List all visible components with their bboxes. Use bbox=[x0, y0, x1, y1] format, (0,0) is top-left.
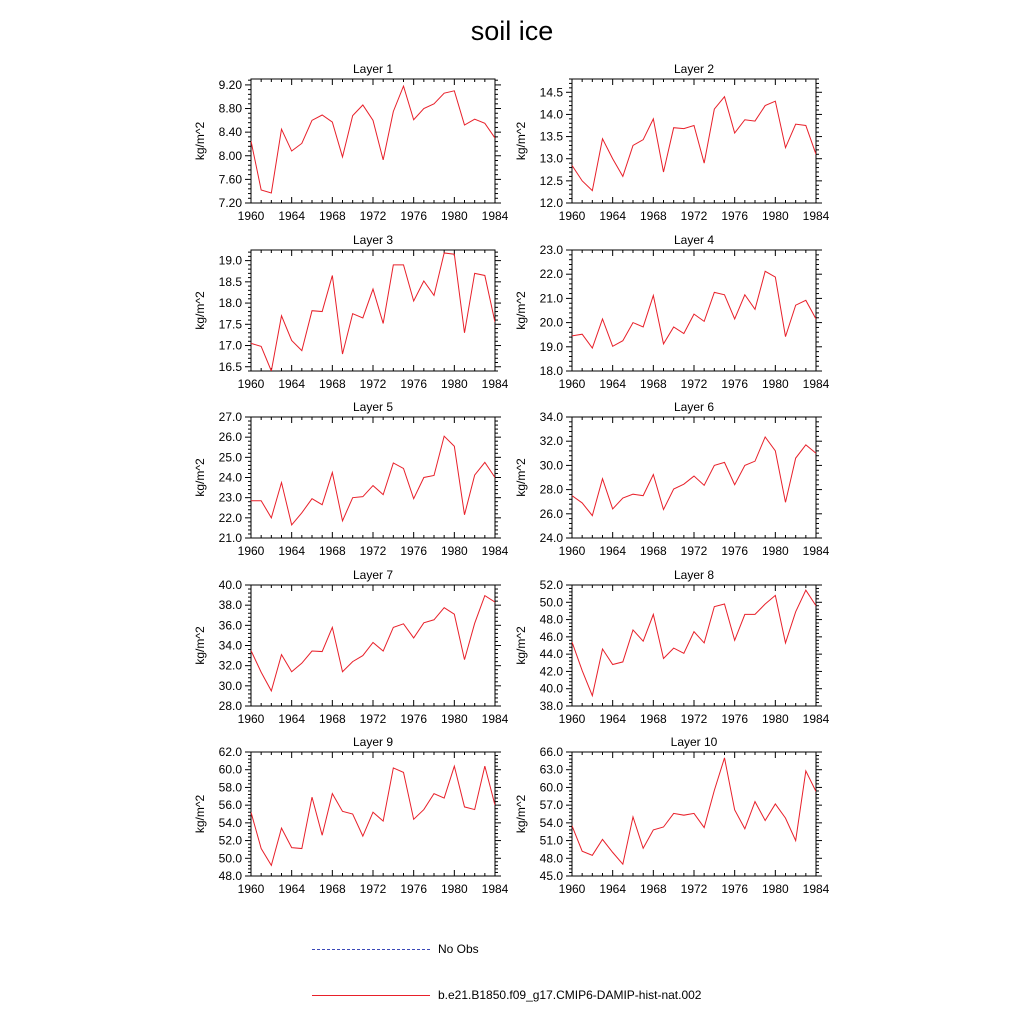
x-tick-label: 1960 bbox=[558, 882, 586, 896]
y-axis-label: kg/m^2 bbox=[193, 458, 207, 497]
x-tick-label: 1976 bbox=[400, 544, 428, 558]
x-tick-label: 1980 bbox=[761, 882, 789, 896]
series-line bbox=[251, 86, 495, 193]
y-tick-label: 48.0 bbox=[539, 612, 563, 627]
panel-title: Layer 9 bbox=[352, 735, 394, 749]
y-tick-label: 14.5 bbox=[539, 85, 563, 100]
x-tick-label: 1960 bbox=[558, 209, 586, 223]
legend-entry-model bbox=[312, 986, 732, 1006]
x-tick-label: 1960 bbox=[237, 209, 265, 223]
panel-title: Layer 3 bbox=[352, 233, 394, 247]
y-tick-label: 62.0 bbox=[218, 745, 242, 759]
series-line bbox=[572, 97, 816, 191]
x-tick-label: 1972 bbox=[680, 882, 708, 896]
x-tick-label: 1960 bbox=[237, 882, 265, 896]
y-tick-label: 52.0 bbox=[539, 578, 563, 592]
x-tick-label: 1964 bbox=[599, 209, 627, 223]
y-tick-label: 60.0 bbox=[539, 780, 563, 795]
panel-layer-8 bbox=[514, 568, 830, 726]
y-tick-label: 21.0 bbox=[539, 291, 563, 306]
legend-label-model: b.e21.B1850.f09_g17.CMIP6-DAMIP-hist-nat.002 bbox=[438, 988, 702, 1002]
x-tick-label: 1968 bbox=[639, 209, 667, 223]
x-tick-label: 1972 bbox=[680, 377, 708, 391]
plot-frame bbox=[572, 585, 816, 706]
panel-layer-9 bbox=[193, 735, 509, 896]
series-line bbox=[572, 437, 816, 516]
y-tick-label: 13.0 bbox=[539, 151, 563, 166]
y-tick-label: 13.5 bbox=[539, 129, 563, 144]
x-tick-label: 1976 bbox=[400, 209, 428, 223]
y-tick-label: 34.0 bbox=[218, 638, 242, 653]
y-tick-label: 18.0 bbox=[539, 364, 563, 378]
y-tick-label: 24.0 bbox=[218, 470, 242, 485]
y-tick-label: 26.0 bbox=[539, 506, 563, 521]
y-tick-label: 56.0 bbox=[218, 798, 242, 813]
chart-title: soil ice bbox=[470, 16, 554, 46]
y-tick-label: 54.0 bbox=[218, 815, 242, 830]
x-tick-label: 1964 bbox=[278, 544, 306, 558]
y-tick-label: 12.0 bbox=[539, 196, 563, 210]
x-tick-label: 1964 bbox=[599, 712, 627, 726]
y-tick-label: 34.0 bbox=[539, 410, 563, 424]
panel-layer-5 bbox=[193, 400, 509, 558]
series-line bbox=[251, 436, 495, 525]
y-tick-label: 18.5 bbox=[218, 274, 242, 289]
panel-title: Layer 8 bbox=[673, 568, 715, 582]
y-tick-label: 16.5 bbox=[218, 359, 242, 374]
x-tick-label: 1976 bbox=[721, 544, 749, 558]
x-tick-label: 1976 bbox=[400, 712, 428, 726]
y-tick-label: 48.0 bbox=[218, 869, 242, 883]
y-axis-label: kg/m^2 bbox=[514, 458, 528, 497]
panel-layer-4 bbox=[514, 233, 830, 391]
y-tick-label: 54.0 bbox=[539, 815, 563, 830]
x-tick-label: 1964 bbox=[278, 209, 306, 223]
x-tick-label: 1968 bbox=[318, 712, 346, 726]
y-tick-label: 30.0 bbox=[218, 678, 242, 693]
y-tick-label: 22.0 bbox=[218, 510, 242, 525]
x-tick-label: 1968 bbox=[639, 712, 667, 726]
x-tick-label: 1968 bbox=[318, 544, 346, 558]
x-tick-label: 1980 bbox=[440, 712, 468, 726]
y-tick-label: 30.0 bbox=[539, 458, 563, 473]
y-tick-label: 58.0 bbox=[218, 780, 242, 795]
y-tick-label: 38.0 bbox=[539, 699, 563, 713]
x-tick-label: 1980 bbox=[440, 377, 468, 391]
y-tick-label: 7.20 bbox=[218, 196, 242, 210]
panel-title: Layer 4 bbox=[673, 233, 715, 247]
legend-swatch-model bbox=[312, 995, 430, 996]
y-tick-label: 40.0 bbox=[218, 578, 242, 592]
legend-entry-no-obs bbox=[312, 940, 732, 960]
x-tick-label: 1976 bbox=[721, 712, 749, 726]
x-tick-label: 1960 bbox=[558, 544, 586, 558]
y-tick-label: 27.0 bbox=[218, 410, 242, 424]
panel-layer-7 bbox=[193, 568, 509, 726]
x-tick-label: 1972 bbox=[359, 377, 387, 391]
panel-title: Layer 1 bbox=[352, 62, 394, 76]
x-tick-label: 1968 bbox=[639, 544, 667, 558]
x-tick-label: 1980 bbox=[761, 544, 789, 558]
x-tick-label: 1960 bbox=[558, 377, 586, 391]
series-line bbox=[251, 253, 495, 371]
series-line bbox=[572, 590, 816, 695]
x-tick-label: 1984 bbox=[481, 377, 509, 391]
x-tick-label: 1984 bbox=[802, 544, 830, 558]
panel-title: Layer 7 bbox=[352, 568, 394, 582]
y-tick-label: 22.0 bbox=[539, 267, 563, 282]
x-tick-label: 1968 bbox=[639, 882, 667, 896]
y-axis-label: kg/m^2 bbox=[193, 121, 207, 161]
y-tick-label: 14.0 bbox=[539, 107, 563, 122]
y-tick-label: 51.0 bbox=[539, 833, 563, 848]
x-tick-label: 1984 bbox=[481, 209, 509, 223]
plot-frame bbox=[251, 417, 495, 538]
y-axis-label: kg/m^2 bbox=[514, 626, 528, 665]
plot-frame bbox=[251, 79, 495, 203]
y-tick-label: 28.0 bbox=[539, 482, 563, 497]
x-tick-label: 1976 bbox=[400, 377, 428, 391]
y-tick-label: 23.0 bbox=[539, 243, 563, 257]
y-tick-label: 60.0 bbox=[218, 762, 242, 777]
x-tick-label: 1980 bbox=[761, 209, 789, 223]
y-tick-label: 46.0 bbox=[539, 629, 563, 644]
y-tick-label: 17.0 bbox=[218, 338, 242, 353]
x-tick-label: 1972 bbox=[359, 712, 387, 726]
x-tick-label: 1968 bbox=[318, 882, 346, 896]
x-tick-label: 1972 bbox=[680, 712, 708, 726]
x-tick-label: 1980 bbox=[761, 377, 789, 391]
y-tick-label: 50.0 bbox=[218, 851, 242, 866]
plot-frame bbox=[251, 752, 495, 876]
x-tick-label: 1968 bbox=[318, 209, 346, 223]
y-tick-label: 40.0 bbox=[539, 681, 563, 696]
x-tick-label: 1976 bbox=[400, 882, 428, 896]
y-tick-label: 9.20 bbox=[218, 77, 242, 92]
y-tick-label: 20.0 bbox=[539, 315, 563, 330]
series-line bbox=[251, 596, 495, 691]
x-tick-label: 1964 bbox=[599, 882, 627, 896]
x-tick-label: 1972 bbox=[680, 544, 708, 558]
y-tick-label: 45.0 bbox=[539, 869, 563, 883]
y-tick-label: 32.0 bbox=[218, 658, 242, 673]
y-tick-label: 28.0 bbox=[218, 699, 242, 713]
x-tick-label: 1984 bbox=[481, 544, 509, 558]
x-tick-label: 1972 bbox=[680, 209, 708, 223]
x-tick-label: 1964 bbox=[278, 712, 306, 726]
x-tick-label: 1980 bbox=[761, 712, 789, 726]
legend-label-no-obs: No Obs bbox=[438, 942, 479, 956]
y-axis-label: kg/m^2 bbox=[514, 121, 528, 161]
x-tick-label: 1972 bbox=[359, 544, 387, 558]
x-tick-label: 1984 bbox=[802, 377, 830, 391]
x-tick-label: 1964 bbox=[599, 544, 627, 558]
y-tick-label: 21.0 bbox=[218, 531, 242, 545]
series-line bbox=[251, 766, 495, 865]
y-tick-label: 8.80 bbox=[218, 101, 242, 116]
x-tick-label: 1980 bbox=[440, 209, 468, 223]
series-line bbox=[572, 758, 816, 864]
y-tick-label: 18.0 bbox=[218, 296, 242, 311]
panel-layer-3 bbox=[193, 233, 509, 391]
plot-frame bbox=[572, 417, 816, 538]
y-tick-label: 63.0 bbox=[539, 762, 563, 777]
y-tick-label: 19.0 bbox=[218, 253, 242, 268]
y-tick-label: 42.0 bbox=[539, 664, 563, 679]
panel-layer-6 bbox=[514, 400, 830, 558]
series-line bbox=[572, 271, 816, 348]
y-tick-label: 48.0 bbox=[539, 851, 563, 866]
x-tick-label: 1984 bbox=[802, 209, 830, 223]
x-tick-label: 1960 bbox=[237, 712, 265, 726]
plot-frame bbox=[251, 585, 495, 706]
y-tick-label: 44.0 bbox=[539, 647, 563, 662]
x-tick-label: 1964 bbox=[278, 377, 306, 391]
x-tick-label: 1984 bbox=[802, 712, 830, 726]
legend-swatch-no-obs bbox=[312, 949, 430, 950]
y-axis-label: kg/m^2 bbox=[514, 794, 528, 834]
y-axis-label: kg/m^2 bbox=[193, 291, 207, 330]
y-tick-label: 66.0 bbox=[539, 745, 563, 759]
plot-frame bbox=[572, 79, 816, 203]
x-tick-label: 1972 bbox=[359, 882, 387, 896]
y-axis-label: kg/m^2 bbox=[193, 794, 207, 834]
x-tick-label: 1976 bbox=[721, 377, 749, 391]
x-tick-label: 1976 bbox=[721, 209, 749, 223]
x-tick-label: 1964 bbox=[278, 882, 306, 896]
y-tick-label: 50.0 bbox=[539, 595, 563, 610]
plot-frame bbox=[251, 250, 495, 371]
panel-layer-10 bbox=[514, 735, 830, 896]
y-tick-label: 8.00 bbox=[218, 148, 242, 163]
x-tick-label: 1984 bbox=[802, 882, 830, 896]
y-tick-label: 26.0 bbox=[218, 430, 242, 445]
y-tick-label: 17.5 bbox=[218, 317, 242, 332]
x-tick-label: 1960 bbox=[558, 712, 586, 726]
x-tick-label: 1960 bbox=[237, 377, 265, 391]
x-tick-label: 1972 bbox=[359, 209, 387, 223]
x-tick-label: 1960 bbox=[237, 544, 265, 558]
y-tick-label: 12.5 bbox=[539, 173, 563, 188]
y-tick-label: 23.0 bbox=[218, 490, 242, 505]
y-axis-label: kg/m^2 bbox=[193, 626, 207, 665]
y-tick-label: 7.60 bbox=[218, 172, 242, 187]
x-tick-label: 1964 bbox=[599, 377, 627, 391]
x-tick-label: 1976 bbox=[721, 882, 749, 896]
y-tick-label: 38.0 bbox=[218, 598, 242, 613]
y-tick-label: 57.0 bbox=[539, 798, 563, 813]
y-tick-label: 8.40 bbox=[218, 125, 242, 140]
plot-frame bbox=[572, 250, 816, 371]
y-axis-label: kg/m^2 bbox=[514, 291, 528, 330]
panel-title: Layer 10 bbox=[670, 735, 718, 749]
y-tick-label: 36.0 bbox=[218, 618, 242, 633]
panel-layer-2 bbox=[514, 62, 830, 223]
panel-title: Layer 2 bbox=[673, 62, 715, 76]
x-tick-label: 1984 bbox=[481, 712, 509, 726]
x-tick-label: 1980 bbox=[440, 544, 468, 558]
y-tick-label: 24.0 bbox=[539, 531, 563, 545]
x-tick-label: 1984 bbox=[481, 882, 509, 896]
x-tick-label: 1968 bbox=[639, 377, 667, 391]
panel-layer-1 bbox=[193, 62, 509, 223]
x-tick-label: 1968 bbox=[318, 377, 346, 391]
y-tick-label: 19.0 bbox=[539, 339, 563, 354]
panel-title: Layer 5 bbox=[352, 400, 394, 414]
y-tick-label: 25.0 bbox=[218, 450, 242, 465]
y-tick-label: 32.0 bbox=[539, 434, 563, 449]
panel-title: Layer 6 bbox=[673, 400, 715, 414]
y-tick-label: 52.0 bbox=[218, 833, 242, 848]
x-tick-label: 1980 bbox=[440, 882, 468, 896]
